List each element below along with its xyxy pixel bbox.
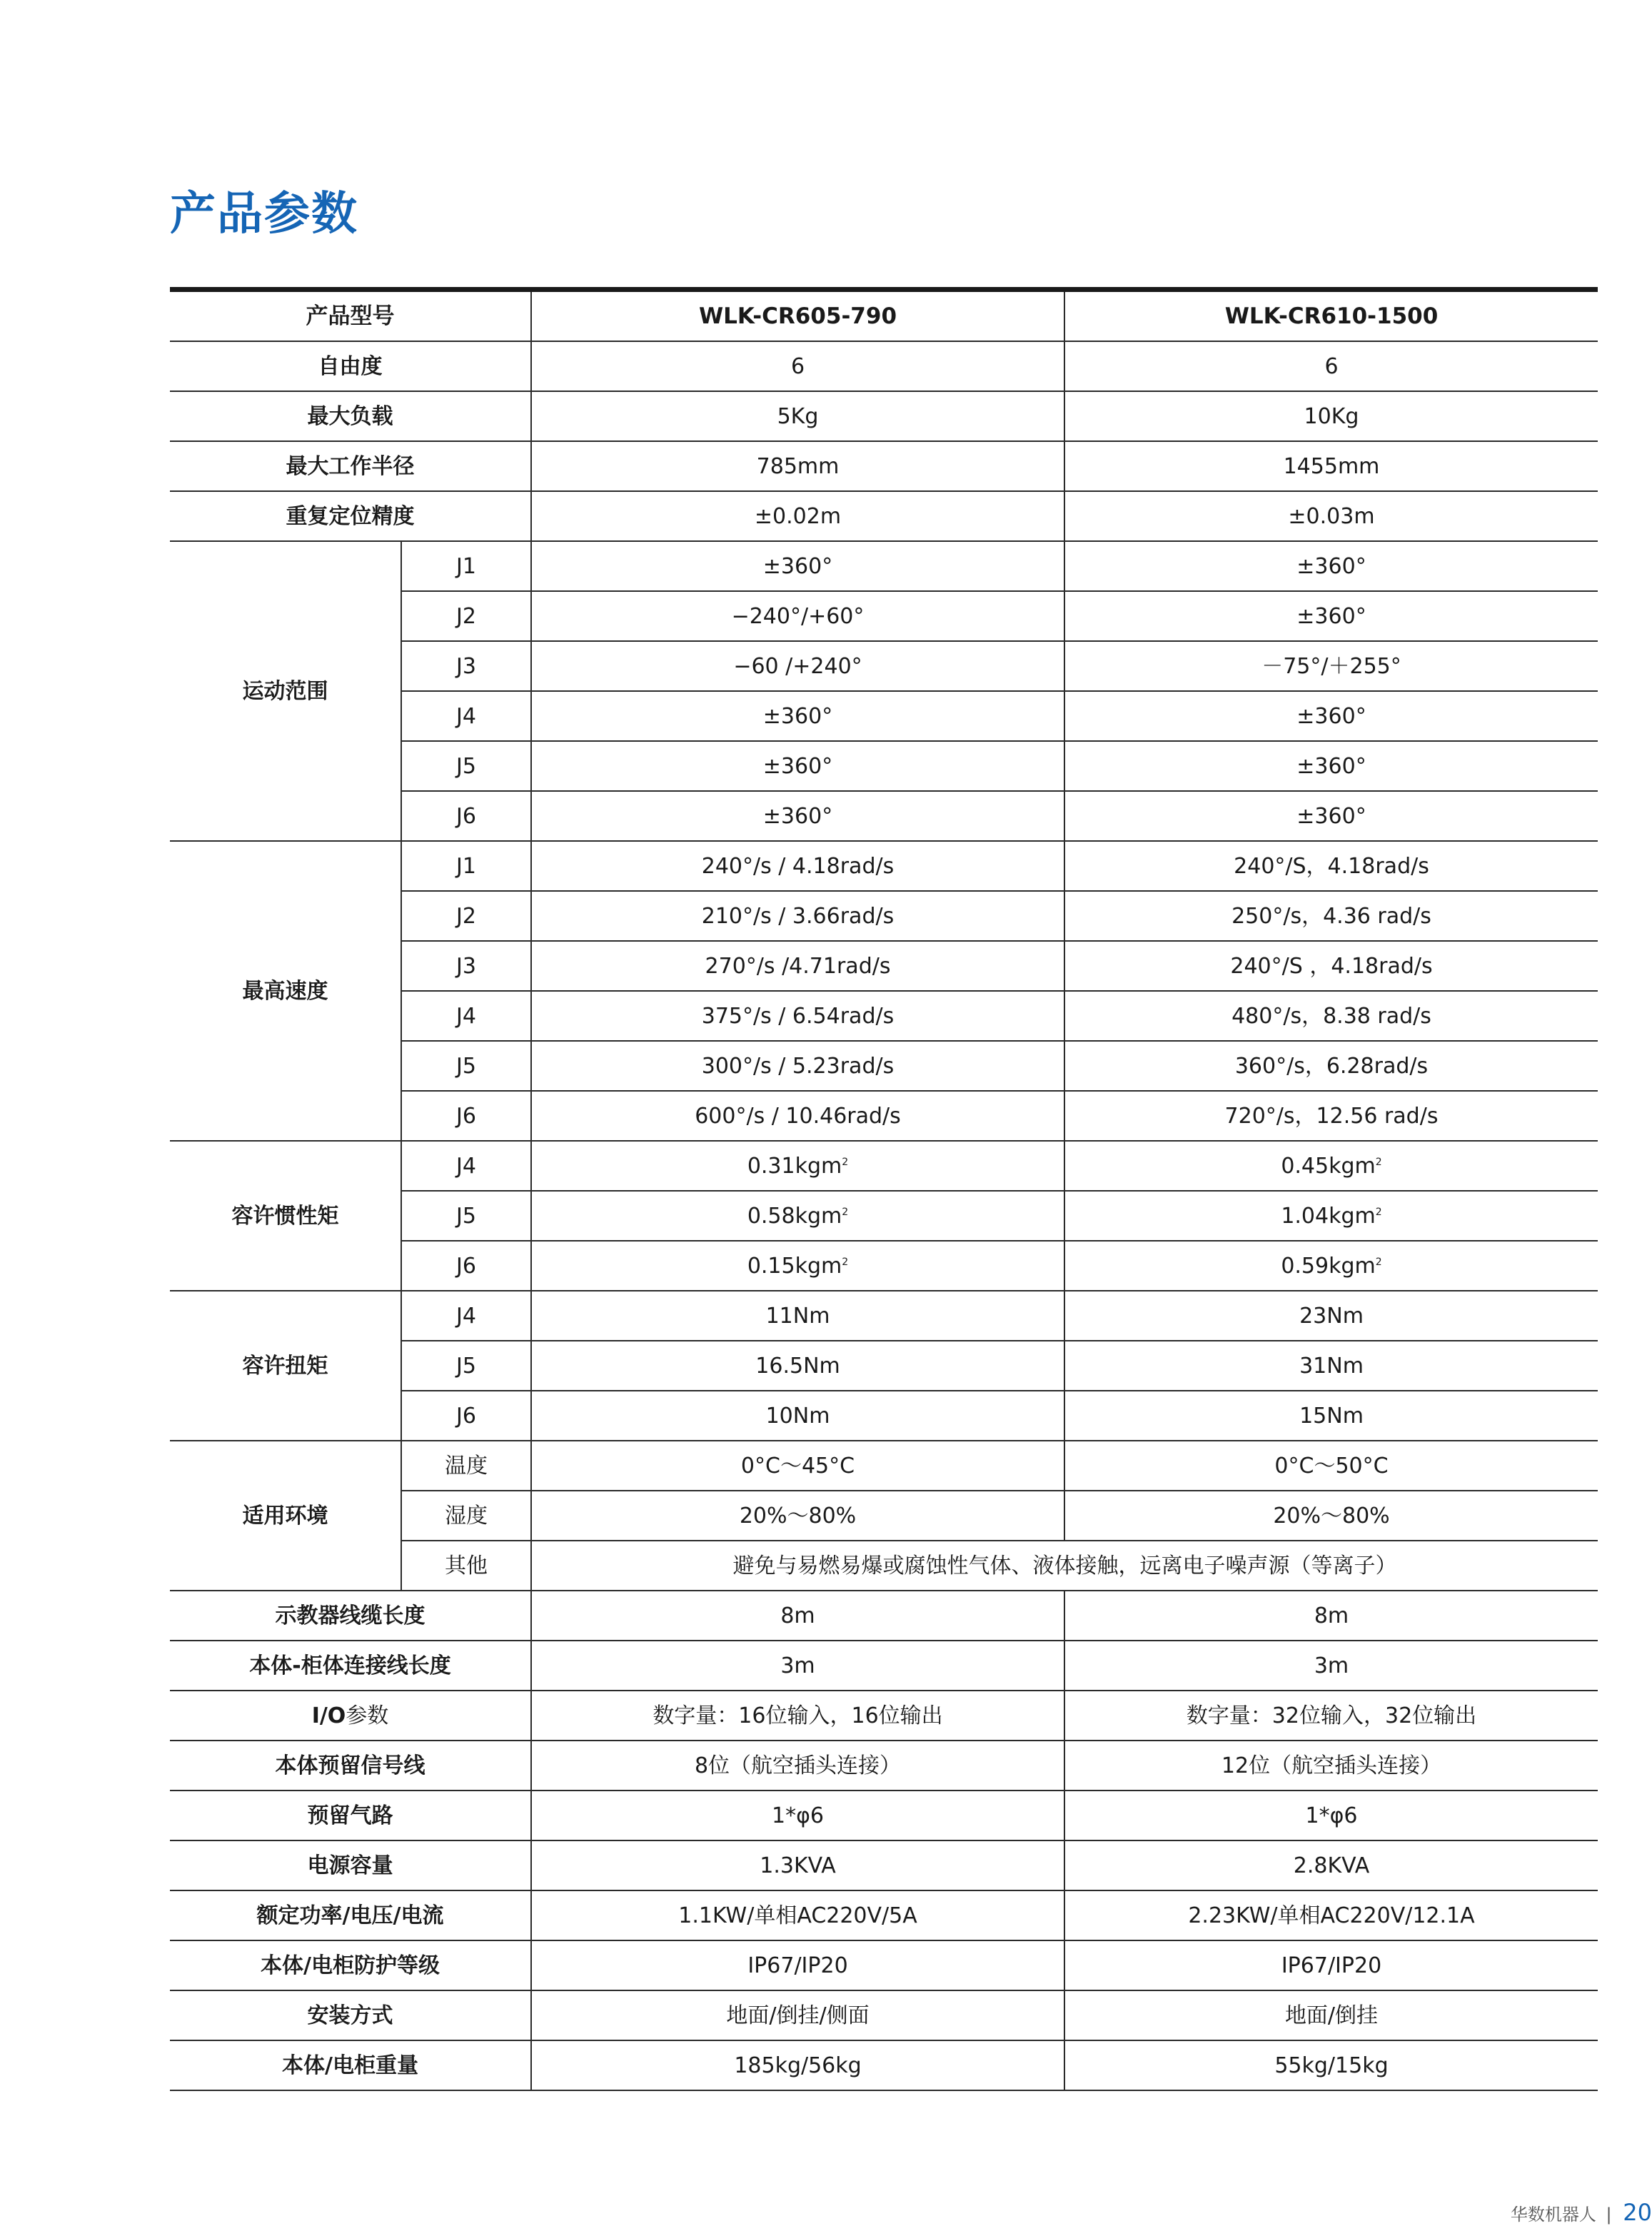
value-b: 20%～80%: [1064, 1491, 1598, 1541]
joint-label: J5: [401, 741, 531, 791]
table-row: [170, 1141, 1598, 1191]
value-a: 600°/s / 10.46rad/s: [531, 1091, 1064, 1141]
table-row: [170, 491, 1598, 541]
value-b: 0°C～50°C: [1064, 1441, 1598, 1491]
other-label: 其他: [401, 1541, 531, 1591]
value-a: 240°/s / 4.18rad/s: [531, 841, 1064, 891]
value-a: 8位（航空插头连接）: [531, 1741, 1064, 1791]
value-b: 23Nm: [1064, 1291, 1598, 1341]
table-row: [170, 2040, 1598, 2090]
row-label: 预留气路: [170, 1791, 531, 1840]
value-b: 480°/s，8.38 rad/s: [1064, 991, 1598, 1041]
value-a: 10Nm: [531, 1391, 1064, 1441]
value-b: －75°/＋255°: [1064, 641, 1598, 691]
joint-label: J5: [401, 1041, 531, 1091]
value-b: 10Kg: [1064, 391, 1598, 441]
joint-label: J2: [401, 891, 531, 941]
table-row: [170, 1441, 1598, 1491]
value-a: 0.58kgm$^2$: [531, 1191, 1064, 1241]
table-row: [170, 1591, 1598, 1641]
value-a: 300°/s / 5.23rad/s: [531, 1041, 1064, 1091]
value-b: 55kg/15kg: [1064, 2040, 1598, 2090]
joint-label: J6: [401, 1391, 531, 1441]
value-a: IP67/IP20: [531, 1940, 1064, 1990]
torque-label: 容许扭矩: [170, 1291, 401, 1441]
value-b: 240°/S ，4.18rad/s: [1064, 941, 1598, 991]
value-b: 0.59kgm$^2$: [1064, 1241, 1598, 1291]
table-row: [170, 341, 1598, 391]
value-a: 375°/s / 6.54rad/s: [531, 991, 1064, 1041]
row-label: 安装方式: [170, 1990, 531, 2040]
row-label: 本体-柜体连接线长度: [170, 1641, 531, 1691]
value-b: ±360°: [1064, 591, 1598, 641]
value-b: 250°/s，4.36 rad/s: [1064, 891, 1598, 941]
value-a: 0.15kgm$^2$: [531, 1241, 1064, 1291]
model-b-header: WLK-CR610-1500: [1064, 290, 1598, 342]
value-a: 270°/s /4.71rad/s: [531, 941, 1064, 991]
value-b: 1455mm: [1064, 441, 1598, 491]
value-a: 数字量：16位输入，16位输出: [531, 1691, 1064, 1741]
page-number: 20: [1623, 2199, 1652, 2226]
value-b: 地面/倒挂: [1064, 1990, 1598, 2040]
table-row: [170, 1691, 1598, 1741]
value-a: 1*φ6: [531, 1791, 1064, 1840]
value-b: 1.04kgm$^2$: [1064, 1191, 1598, 1241]
row-label: 最大工作半径: [170, 441, 531, 491]
value-a: ±360°: [531, 791, 1064, 841]
value-b: IP67/IP20: [1064, 1940, 1598, 1990]
value-b: 数字量：32位输入，32位输出: [1064, 1691, 1598, 1741]
joint-label: J6: [401, 1241, 531, 1291]
row-label: I/O参数: [170, 1691, 531, 1741]
value-a: −60 /+240°: [531, 641, 1064, 691]
value-a: ±360°: [531, 541, 1064, 591]
value-b: 1*φ6: [1064, 1791, 1598, 1840]
table-row: [170, 1291, 1598, 1341]
table-row: [170, 1840, 1598, 1890]
value-a: ±360°: [531, 691, 1064, 741]
value-a: 1.3KVA: [531, 1840, 1064, 1890]
value-a: 11Nm: [531, 1291, 1064, 1341]
table-row: [170, 1641, 1598, 1691]
joint-label: J6: [401, 791, 531, 841]
table-row: [170, 1890, 1598, 1940]
value-a: 0.31kgm$^2$: [531, 1141, 1064, 1191]
value-a: 185kg/56kg: [531, 2040, 1064, 2090]
joint-label: J4: [401, 1291, 531, 1341]
value-b: 720°/s，12.56 rad/s: [1064, 1091, 1598, 1141]
value-a: 3m: [531, 1641, 1064, 1691]
value-a: 16.5Nm: [531, 1341, 1064, 1391]
row-label: 额定功率/电压/电流: [170, 1890, 531, 1940]
temperature-label: 温度: [401, 1441, 531, 1491]
joint-label: J3: [401, 641, 531, 691]
value-b: 2.8KVA: [1064, 1840, 1598, 1890]
table-row: [170, 1940, 1598, 1990]
value-b: 3m: [1064, 1641, 1598, 1691]
joint-label: J6: [401, 1091, 531, 1141]
row-label: 自由度: [170, 341, 531, 391]
value-b: 240°/S，4.18rad/s: [1064, 841, 1598, 891]
value-b: 2.23KW/单相AC220V/12.1A: [1064, 1890, 1598, 1940]
motion-range-label: 运动范围: [170, 541, 401, 841]
value-b: ±360°: [1064, 541, 1598, 591]
row-label: 本体/电柜重量: [170, 2040, 531, 2090]
joint-label: J4: [401, 691, 531, 741]
value-a: 210°/s / 3.66rad/s: [531, 891, 1064, 941]
row-label: 重复定位精度: [170, 491, 531, 541]
header-label: 产品型号: [170, 290, 531, 342]
row-label: 本体预留信号线: [170, 1741, 531, 1791]
table-row: [170, 541, 1598, 591]
value-a: ±360°: [531, 741, 1064, 791]
page-title: 产品参数: [170, 188, 358, 241]
environment-label: 适用环境: [170, 1441, 401, 1591]
joint-label: J5: [401, 1191, 531, 1241]
value-a: ±0.02m: [531, 491, 1064, 541]
value-b: ±0.03m: [1064, 491, 1598, 541]
joint-label: J1: [401, 541, 531, 591]
humidity-label: 湿度: [401, 1491, 531, 1541]
joint-label: J1: [401, 841, 531, 891]
value-a: 0°C～45°C: [531, 1441, 1064, 1491]
footer-separator: |: [1606, 2205, 1612, 2225]
other-value: 避免与易燃易爆或腐蚀性气体、液体接触，远离电子噪声源（等离子）: [531, 1541, 1598, 1591]
table-row: [170, 1741, 1598, 1791]
table-row: [170, 441, 1598, 491]
company-name: 华数机器人: [1510, 2205, 1596, 2225]
row-label: 最大负载: [170, 391, 531, 441]
value-b: 360°/s，6.28rad/s: [1064, 1041, 1598, 1091]
table-row: [170, 391, 1598, 441]
model-a-header: WLK-CR605-790: [531, 290, 1064, 342]
row-label: 电源容量: [170, 1840, 531, 1890]
value-b: 6: [1064, 341, 1598, 391]
joint-label: J3: [401, 941, 531, 991]
table-row: [170, 1990, 1598, 2040]
value-b: 31Nm: [1064, 1341, 1598, 1391]
value-a: 5Kg: [531, 391, 1064, 441]
table-header-row: [170, 290, 1598, 342]
row-label: 示教器线缆长度: [170, 1591, 531, 1641]
table-row: [170, 841, 1598, 891]
value-b: 12位（航空插头连接）: [1064, 1741, 1598, 1791]
joint-label: J2: [401, 591, 531, 641]
spec-table: [170, 287, 1598, 2091]
value-b: ±360°: [1064, 791, 1598, 841]
value-a: 785mm: [531, 441, 1064, 491]
value-b: 15Nm: [1064, 1391, 1598, 1441]
value-b: 0.45kgm$^2$: [1064, 1141, 1598, 1191]
value-b: ±360°: [1064, 691, 1598, 741]
joint-label: J5: [401, 1341, 531, 1391]
max-speed-label: 最高速度: [170, 841, 401, 1141]
value-a: −240°/+60°: [531, 591, 1064, 641]
inertia-label: 容许惯性矩: [170, 1141, 401, 1291]
value-a: 地面/倒挂/侧面: [531, 1990, 1064, 2040]
value-a: 8m: [531, 1591, 1064, 1641]
table-row: [170, 1791, 1598, 1840]
value-a: 20%～80%: [531, 1491, 1064, 1541]
joint-label: J4: [401, 1141, 531, 1191]
joint-label: J4: [401, 991, 531, 1041]
value-b: 8m: [1064, 1591, 1598, 1641]
value-a: 6: [531, 341, 1064, 391]
value-b: ±360°: [1064, 741, 1598, 791]
value-a: 1.1KW/单相AC220V/5A: [531, 1890, 1064, 1940]
page-footer: [1511, 2199, 1652, 2226]
row-label: 本体/电柜防护等级: [170, 1940, 531, 1990]
